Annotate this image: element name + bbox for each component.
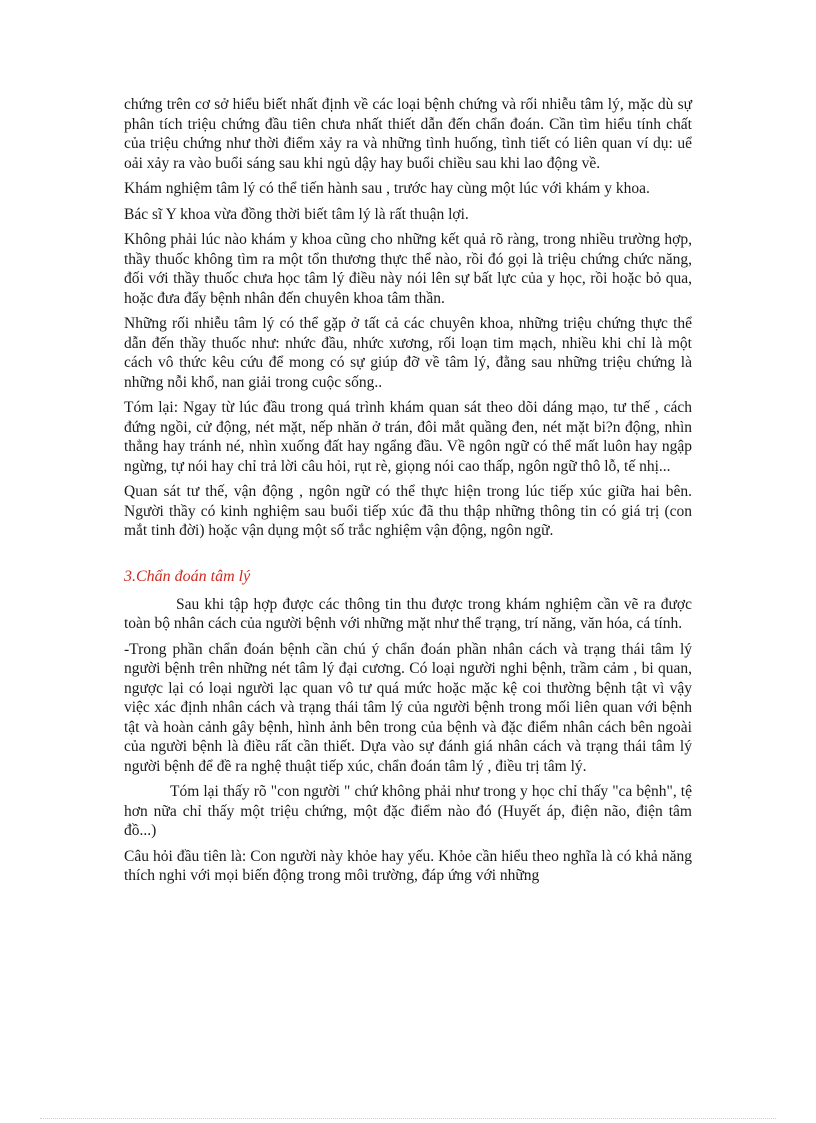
paragraph: Quan sát tư thế, vận động , ngôn ngữ có thể thực hiện trong lúc tiếp xúc giữa hai bên. Người thầy có kinh nghiệm sau buổi tiếp xúc đã thu thập những thông tin có giá trị (con mắt tinh đời) hoặc vận dụng một số trắc nghiệm vận động, ngôn ngữ.	[124, 483, 692, 539]
paragraph: Tóm lại: Ngay từ lúc đầu trong quá trình khám quan sát theo dõi dáng mạo, tư thế , cách đứng ngồi, cử động, nét mặt, nếp nhăn ở trán, đôi mắt quầng đen, nét mặt bi?n động, nhìn thẳng hay tránh né, nhìn xuống đất hay ngẩng đầu. Về ngôn ngữ có thể mất luôn hay ngập ngừng, tự nói hay chỉ trả lời câu hỏi, rụt rè, giọng nói cao thấp, ngôn ngữ thô lỗ, tế nhị...	[124, 399, 692, 475]
paragraph: Tóm lại thấy rõ "con người " chứ không phải như trong y học chỉ thấy "ca bệnh", tệ hơn nữa chỉ thấy một triệu chứng, một đặc điểm nào đó (Huyết áp, điện não, điện tâm đồ...)	[124, 783, 692, 839]
paragraph: Những rối nhiễu tâm lý có thể gặp ở tất cả các chuyên khoa, những triệu chứng thực thể dẫn đến thầy thuốc như: nhức đầu, nhức xương, rối loạn tim mạch, nhiều khi chỉ là một cách vô thức kêu cứu để mong có sự giúp đỡ về tâm lý, đằng sau những triệu chứng là những nỗi khổ, nan giải trong cuộc sống..	[124, 315, 692, 391]
paragraph: chứng trên cơ sở hiểu biết nhất định về các loại bệnh chứng và rối nhiễu tâm lý, mặc dù sự phân tích triệu chứng đầu tiên chưa nhất thiết dẫn đến chẩn đoán. Cần tìm hiểu tính chất của triệu chứng như thời điểm xảy ra và những tình huống, tình tiết có liên quan ví dụ: uể oải xảy ra vào buổi sáng sau khi ngủ dậy hay buổi chiều sau khi lao động về.	[124, 96, 692, 172]
page-bottom-border	[40, 1118, 776, 1119]
section-heading: 3.Chẩn đoán tâm lý	[124, 567, 251, 585]
paragraph: Khám nghiệm tâm lý có thể tiến hành sau , trước hay cùng một lúc với khám y khoa.	[124, 180, 650, 197]
document-body	[124, 95, 692, 892]
paragraph: Câu hỏi đầu tiên là: Con người này khỏe hay yếu. Khỏe cần hiểu theo nghĩa là có khả năng thích nghi với mọi biến động trong môi trường, đáp ứng với những	[124, 847, 692, 884]
paragraph: Bác sĩ Y khoa vừa đồng thời biết tâm lý là rất thuận lợi.	[124, 205, 469, 223]
paragraph: Sau khi tập hợp được các thông tin thu được trong khám nghiệm cần vẽ ra được toàn bộ nhân cách của người bệnh với những mặt như thể trạng, trí năng, văn hóa, cá tính.	[124, 595, 692, 632]
paragraph: -Trong phần chẩn đoán bệnh cần chú ý chẩn đoán phần nhân cách và trạng thái tâm lý người bệnh trên những nét tâm lý đại cương. Có loại người nghi bệnh, trầm cảm , bi quan, ngược lại có loại người lạc quan vô tư quá mức hoặc mặc kệ coi thường bệnh tật vì vậy việc xác định nhân cách và trạng thái tâm lý của người bệnh trong mối liên quan với bệnh tật và hoàn cảnh gây bệnh, hình ảnh bên trong của bệnh và đặc điểm nhân cách bên ngoài của người bệnh là điều rất cần thiết. Dựa vào sự đánh giá nhân cách và trạng thái tâm lý người bệnh để đề ra nghệ thuật tiếp xúc, chẩn đoán tâm lý , điều trị tâm lý.	[124, 640, 692, 775]
paragraph: Không phải lúc nào khám y khoa cũng cho những kết quả rõ ràng, trong nhiều trường hợp, thầy thuốc không tìm ra một tổn thương thực thể nào, rồi đó gọi là triệu chứng chức năng, đối với thầy thuốc chưa học tâm lý điều này nói lên sự bất lực của y học, rồi hoặc bỏ qua, hoặc đưa đẩy bệnh nhân đến chuyên khoa tâm thần.	[124, 231, 692, 307]
